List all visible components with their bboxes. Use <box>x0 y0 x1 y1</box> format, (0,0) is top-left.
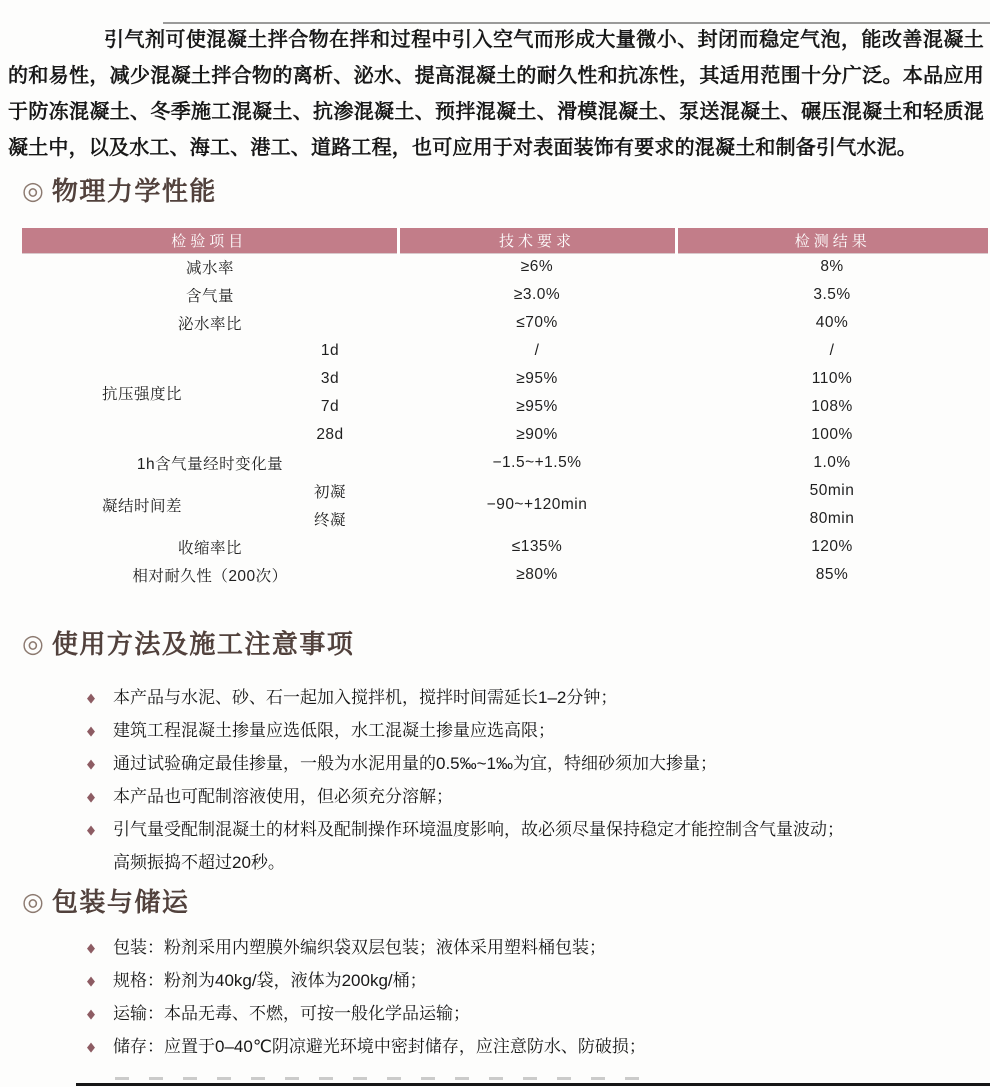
requirement-cell: ≥80% <box>516 566 558 583</box>
age-cell: 1d <box>320 342 340 359</box>
param-cell: 泌水率比 <box>178 316 243 333</box>
requirement-cell: ≥95% <box>516 398 558 415</box>
result-cell: 50min <box>809 482 855 499</box>
section-title-physical: 物理力学性能 <box>51 176 217 206</box>
param-cell: 收缩率比 <box>178 540 243 557</box>
list-item <box>86 931 990 964</box>
section-heading-usage <box>22 629 990 659</box>
diamond-bullet-icon: ◆ <box>87 1039 95 1054</box>
bullet-text-multiline <box>113 813 844 879</box>
age-cell: 7d <box>320 398 340 415</box>
requirement-cell: ≥3.0% <box>513 286 561 303</box>
section-title-packaging: 包装与储运 <box>51 887 190 917</box>
result-cell: 108% <box>811 398 853 415</box>
result-cell: / <box>829 342 835 359</box>
double-circle-icon: ◎ <box>22 177 44 205</box>
diamond-bullet-icon: ◆ <box>87 940 95 955</box>
requirement-cell: / <box>534 342 540 359</box>
list-item <box>86 747 990 780</box>
list-item <box>86 681 990 714</box>
requirement-cell: ≤70% <box>516 314 558 331</box>
bullet-text: 本产品与水泥、砂、石一起加入搅拌机，搅拌时间需延长1–2分钟； <box>113 688 618 707</box>
bullet-text: 运输：本品无毒、不燃，可按一般化学品运输； <box>113 1004 470 1023</box>
list-item <box>86 1030 990 1063</box>
list-item <box>86 813 990 879</box>
result-cell: 100% <box>811 426 853 443</box>
page-top-scan-edge <box>163 22 990 24</box>
result-cell: 8% <box>820 258 844 276</box>
table-row <box>22 281 988 309</box>
bullet-text-line2: 高频振捣不超过20秒。 <box>113 853 285 872</box>
requirement-cell: −90~+120min <box>486 496 588 513</box>
bullet-text: 包装：粉剂采用内塑膜外编织袋双层包装；液体采用塑料桶包装； <box>113 938 606 957</box>
diamond-bullet-icon: ◆ <box>87 822 95 837</box>
section-heading-packaging <box>22 887 990 917</box>
header-cell-requirement: 技术要求 <box>398 228 676 253</box>
diamond-bullet-icon: ◆ <box>87 723 95 738</box>
bullet-text-line1: 引气量受配制混凝土的材料及配制操作环境温度影响，故必须尽量保持稳定才能控制含气量波动； <box>113 820 844 839</box>
bullet-text: 通过试验确定最佳掺量，一般为水泥用量的0.5‰~1‰为宜，特细砂须加大掺量； <box>113 754 718 773</box>
list-item <box>86 997 990 1030</box>
intro-paragraph: 引气剂可使混凝土拌合物在拌和过程中引入空气而形成大量微小、封闭而稳定气泡，能改善混凝土的和易性，减少混凝土拌合物的离析、泌水、提高混凝土的耐久性和抗冻性，其适用范围十分广泛。本品应用于防冻混凝土、冬季施工混凝土、抗渗混凝土、预拌混凝土、滑模混凝土、泵送混凝土、碾压混凝土和轻质混凝土中，以及水工、海工、港工、道路工程，也可应用于对表面装饰有要求的混凝土和制备引气水泥。 <box>8 29 984 159</box>
performance-table <box>22 228 988 589</box>
list-item <box>86 714 990 747</box>
age-cell: 28d <box>316 426 344 443</box>
param-cell: 抗压强度比 <box>101 386 182 403</box>
age-cell: 初凝 <box>314 484 347 501</box>
packaging-bullet-list <box>86 931 990 1063</box>
param-cell: 减水率 <box>186 260 235 278</box>
table-row <box>22 561 988 589</box>
param-cell: 1h含气量经时变化量 <box>136 456 284 473</box>
double-circle-icon: ◎ <box>22 630 44 658</box>
age-cell: 3d <box>320 370 340 387</box>
age-cell: 终凝 <box>314 512 347 529</box>
result-cell: 80min <box>809 510 855 527</box>
list-item <box>86 964 990 997</box>
result-cell: 40% <box>815 314 849 331</box>
requirement-cell: ≥90% <box>516 426 558 443</box>
page-bottom-scan-edge <box>76 1083 990 1086</box>
param-cell: 含气量 <box>186 288 235 305</box>
result-cell: 1.0% <box>813 454 851 471</box>
diamond-bullet-icon: ◆ <box>87 1006 95 1021</box>
bullet-text: 建筑工程混凝土掺量应选低限，水工混凝土掺量应选高限； <box>113 721 555 740</box>
header-cell-result: 检测结果 <box>676 228 988 253</box>
diamond-bullet-icon: ◆ <box>87 756 95 771</box>
table-header-row <box>22 228 988 253</box>
table-row <box>22 253 988 281</box>
diamond-bullet-icon: ◆ <box>87 973 95 988</box>
list-item <box>86 780 990 813</box>
table-row <box>22 337 988 365</box>
diamond-bullet-icon: ◆ <box>87 789 95 804</box>
cropped-next-line <box>115 1077 655 1080</box>
bullet-text: 规格：粉剂为40kg/袋，液体为200kg/桶； <box>113 971 427 990</box>
table-row <box>22 309 988 337</box>
usage-bullet-list <box>86 681 990 879</box>
header-cell-item: 检验项目 <box>22 228 398 253</box>
requirement-cell: ≥6% <box>520 258 554 276</box>
result-cell: 3.5% <box>813 286 851 303</box>
result-cell: 120% <box>811 538 853 555</box>
requirement-cell: ≥95% <box>516 370 558 387</box>
param-cell: 凝结时间差 <box>101 498 182 515</box>
table-row <box>22 533 988 561</box>
table-row <box>22 449 988 477</box>
result-cell: 110% <box>811 370 853 387</box>
section-heading-physical <box>22 176 990 206</box>
result-cell: 85% <box>815 566 849 583</box>
param-cell: 相对耐久性（200次） <box>132 568 288 585</box>
double-circle-icon: ◎ <box>22 888 44 916</box>
bullet-text: 储存：应置于0–40℃阴凉避光环境中密封储存，应注意防水、防破损； <box>113 1037 646 1056</box>
section-title-usage: 使用方法及施工注意事项 <box>51 629 355 659</box>
diamond-bullet-icon: ◆ <box>87 690 95 705</box>
requirement-cell: ≤135% <box>511 538 563 555</box>
bullet-text: 本产品也可配制溶液使用，但必须充分溶解； <box>113 787 453 806</box>
table-row <box>22 477 988 505</box>
requirement-cell: −1.5~+1.5% <box>492 454 582 471</box>
